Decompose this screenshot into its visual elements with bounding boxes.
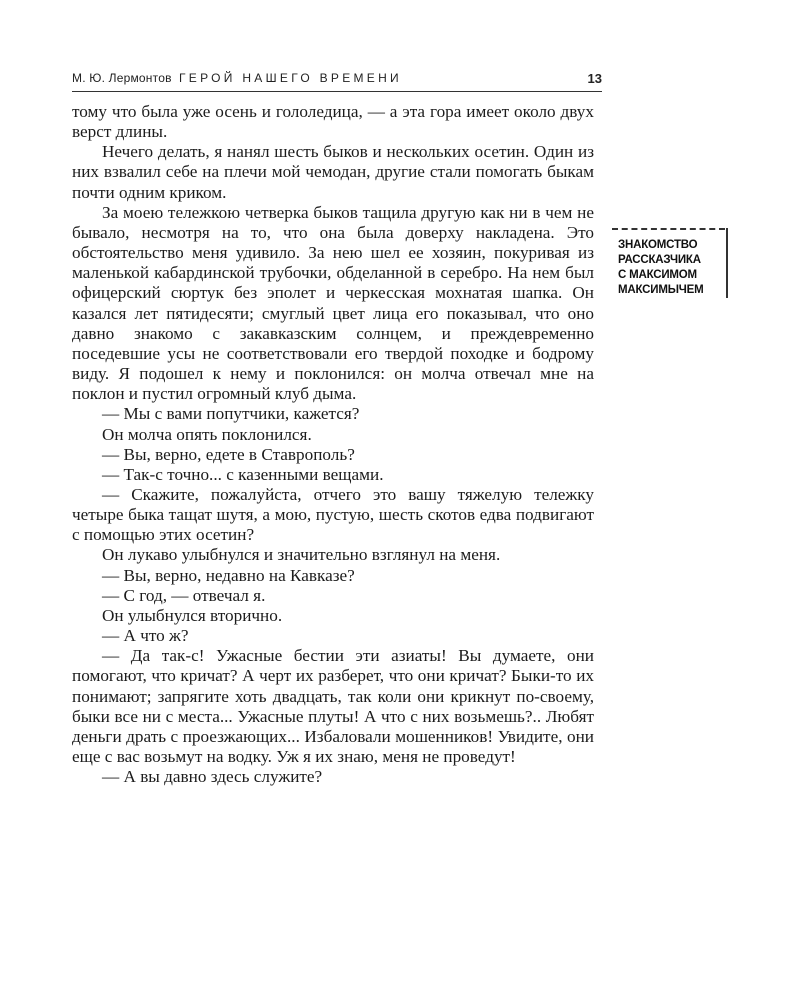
header-book-title: ГЕРОЙ НАШЕГО ВРЕМЕНИ: [178, 71, 402, 85]
header-divider: [72, 91, 602, 92]
margin-note-line: РАССКАЗЧИКА: [618, 254, 701, 266]
paragraph: — А вы давно здесь служите?: [102, 767, 323, 787]
margin-note-dashed-rule: [612, 228, 725, 230]
paragraph: — Да так-с! Ужасные бестии эти азиаты! Вы думаете, они помогают, что кричат? А черт их разберет, что они кричат? Быки-то их понимают; запрягите хоть двадцать, так коли они крикнут по-своему, быки все ни с места... Ужасные плуты! А что с них возьмешь?.. Любят деньги драть с проезжающих... Избаловали мошенников! Увидите, они еще с вас возьмут на водку. Уж я их знаю, меня не проведут!: [72, 646, 594, 766]
paragraph: Он лукаво улыбнулся и значительно взглянул на меня.: [102, 545, 501, 565]
paragraph: — Мы с вами попутчики, кажется?: [102, 404, 360, 424]
page-number: 13: [587, 71, 602, 86]
running-head: [72, 71, 602, 91]
margin-note-label: [618, 238, 728, 298]
paragraph: — С год, — отвечал я.: [102, 585, 266, 605]
paragraph: — Вы, верно, недавно на Кавказе?: [102, 565, 355, 585]
paragraph: Нечего делать, я нанял шесть быков и нескольких осетин. Один из них взвалил себе на плечи мой чемодан, другие стали помогать быкам почти одним криком.: [72, 142, 594, 202]
paragraph: — Скажите, пожалуйста, отчего это вашу тяжелую тележку четыре быка тащат шутя, а мою, пустую, шесть скотов едва подвигают с помощью этих осетин?: [72, 484, 594, 545]
body-text: [72, 102, 594, 787]
paragraph: Он молча опять поклонился.: [102, 424, 312, 444]
paragraph: Он улыбнулся вторично.: [102, 605, 283, 625]
paragraph: — А что ж?: [102, 626, 189, 646]
paragraph: тому что была уже осень и гололедица, — а эта гора имеет около двух верст длины.: [72, 102, 594, 142]
margin-note-line: МАКСИМЫЧЕМ: [618, 284, 704, 296]
margin-note-line: С МАКСИМОМ: [618, 269, 697, 281]
paragraph: За моею тележкою четверка быков тащила другую как ни в чем не бывало, несмотря на то, что она была доверху накладена. Это обстоятельство меня удивило. За нею шел ее хозяин, покуривая из маленькой кабардинской трубочки, обделанной в серебро. На нем был офицерский сюртук без эполет и черкесская мохнатая шапка. Он казался лет пятидесяти; смуглый цвет лица его показывал, что оно давно знакомо с закавказским солнцем, и преждевременно поседевшие усы не соответствовали его твердой походке и бодрому виду. Я подошел к нему и поклонился: он молча отвечал мне на поклон и пустил огромный клуб дыма.: [72, 202, 594, 404]
margin-note: [612, 228, 730, 300]
paragraph: — Так-с точно... с казенными вещами.: [102, 464, 384, 484]
margin-note-line: ЗНАКОМСТВО: [618, 239, 698, 251]
header-author: М. Ю. Лермонтов: [72, 71, 172, 85]
paragraph: — Вы, верно, едете в Ставрополь?: [102, 444, 355, 464]
